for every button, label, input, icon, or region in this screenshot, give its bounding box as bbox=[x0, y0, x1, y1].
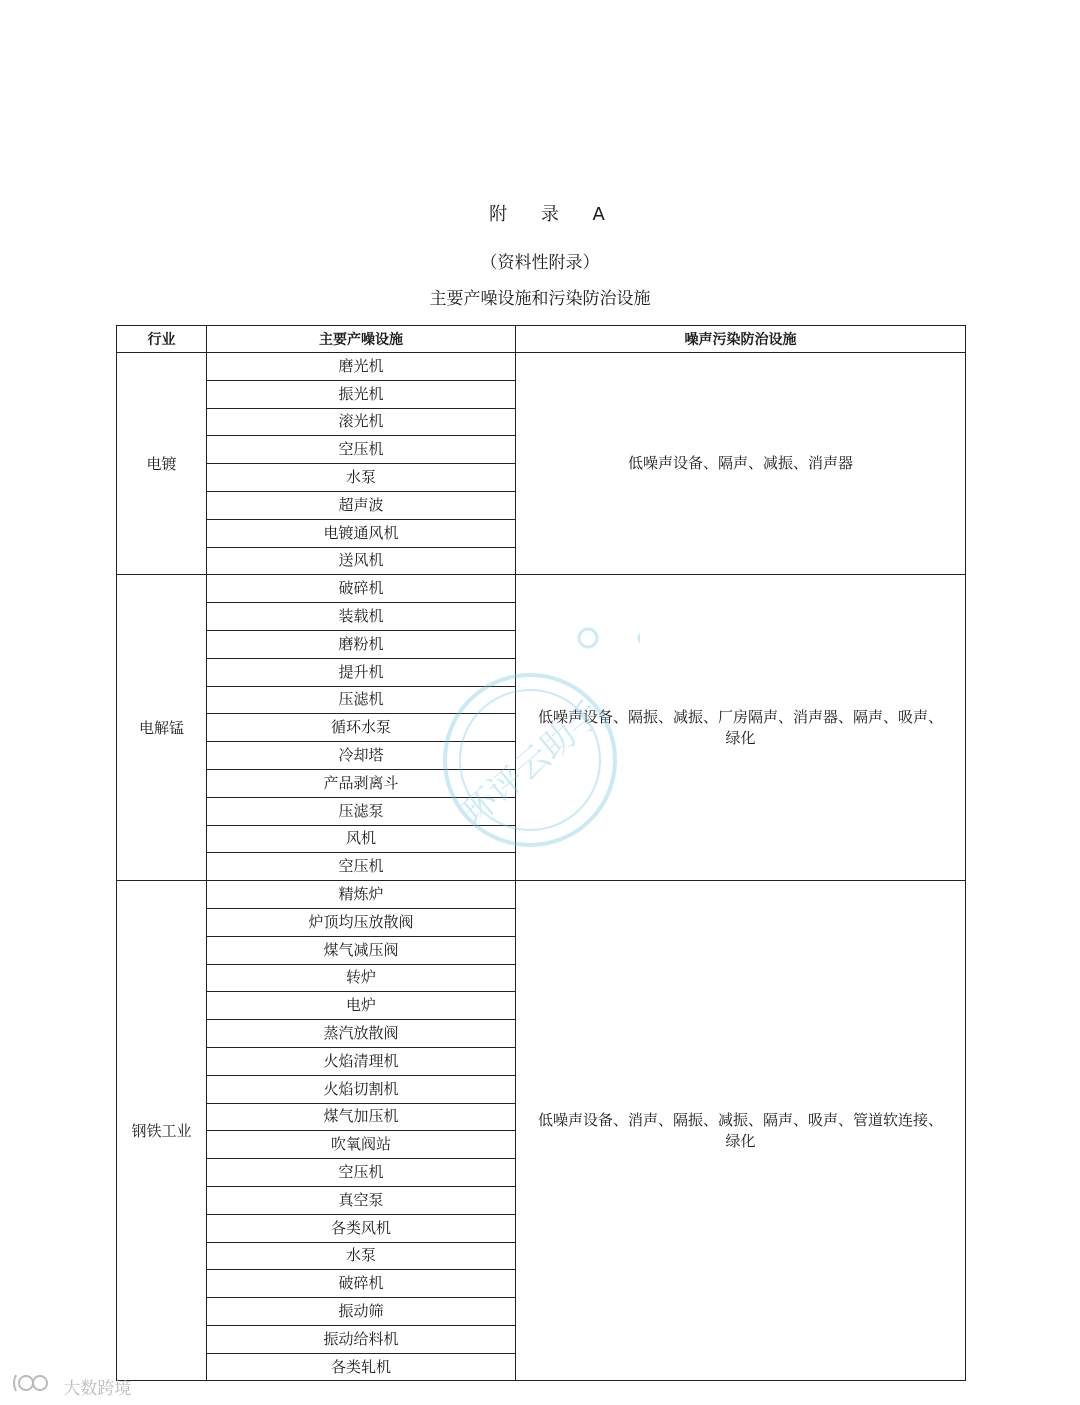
watermark-text: 环评云助手 bbox=[454, 693, 611, 834]
table-row bbox=[117, 353, 966, 381]
noise-source-cell: 送风机 bbox=[207, 547, 516, 575]
noise-source-cell: 电镀通风机 bbox=[207, 519, 516, 547]
noise-source-cell: 压滤泵 bbox=[207, 797, 516, 825]
noise-source-cell: 风机 bbox=[207, 825, 516, 853]
noise-source-cell: 振动筛 bbox=[207, 1298, 516, 1326]
noise-source-cell: 装载机 bbox=[207, 603, 516, 631]
industry-cell: 电解锰 bbox=[117, 575, 207, 881]
noise-facilities-table bbox=[116, 325, 966, 1381]
table-caption: 主要产噪设施和污染防治设施 bbox=[429, 289, 651, 309]
noise-source-cell: 各类风机 bbox=[207, 1214, 516, 1242]
noise-source-cell: 冷却塔 bbox=[207, 742, 516, 770]
table-row bbox=[117, 575, 966, 603]
footer-logo-text: 大数跨境 bbox=[63, 1379, 132, 1399]
table-body bbox=[117, 353, 966, 1381]
noise-source-cell: 破碎机 bbox=[207, 575, 516, 603]
noise-source-cell: 振动给料机 bbox=[207, 1325, 516, 1353]
header-noise-sources: 主要产噪设施 bbox=[207, 326, 516, 353]
control-measures-cell: 低噪声设备、隔声、减振、消声器 bbox=[516, 353, 966, 575]
noise-source-cell: 空压机 bbox=[207, 436, 516, 464]
noise-source-cell: 吹氧阀站 bbox=[207, 1131, 516, 1159]
noise-source-cell: 破碎机 bbox=[207, 1270, 516, 1298]
noise-source-cell: 精炼炉 bbox=[207, 881, 516, 909]
noise-source-cell: 滚光机 bbox=[207, 408, 516, 436]
noise-source-cell: 火焰清理机 bbox=[207, 1047, 516, 1075]
noise-source-cell: 循环水泵 bbox=[207, 714, 516, 742]
brand-logo-icon bbox=[10, 1372, 52, 1399]
table-header-row bbox=[117, 326, 966, 353]
noise-source-cell: 煤气加压机 bbox=[207, 1103, 516, 1131]
noise-source-cell: 电炉 bbox=[207, 992, 516, 1020]
noise-source-cell: 产品剥离斗 bbox=[207, 769, 516, 797]
control-measures-cell: 低噪声设备、隔振、减振、厂房隔声、消声器、隔声、吸声、绿化 bbox=[516, 575, 966, 881]
noise-source-cell: 炉顶均压放散阀 bbox=[207, 908, 516, 936]
noise-source-cell: 火焰切割机 bbox=[207, 1075, 516, 1103]
noise-source-cell: 超声波 bbox=[207, 491, 516, 519]
noise-source-cell: 提升机 bbox=[207, 658, 516, 686]
appendix-title: 附 录 A bbox=[489, 204, 619, 225]
noise-source-cell: 磨光机 bbox=[207, 353, 516, 381]
header-industry: 行业 bbox=[117, 326, 207, 353]
noise-source-cell: 各类轧机 bbox=[207, 1353, 516, 1381]
noise-source-cell: 水泵 bbox=[207, 464, 516, 492]
noise-source-cell: 水泵 bbox=[207, 1242, 516, 1270]
noise-source-cell: 振光机 bbox=[207, 380, 516, 408]
noise-source-cell: 真空泵 bbox=[207, 1186, 516, 1214]
footer-logo bbox=[10, 1372, 131, 1399]
industry-cell: 电镀 bbox=[117, 353, 207, 575]
noise-source-cell: 转炉 bbox=[207, 964, 516, 992]
noise-source-cell: 磨粉机 bbox=[207, 630, 516, 658]
header-control-measures: 噪声污染防治设施 bbox=[516, 326, 966, 353]
noise-source-cell: 空压机 bbox=[207, 1159, 516, 1187]
noise-source-cell: 压滤机 bbox=[207, 686, 516, 714]
noise-source-cell: 空压机 bbox=[207, 853, 516, 881]
control-measures-cell: 低噪声设备、消声、隔振、减振、隔声、吸声、管道软连接、绿化 bbox=[516, 881, 966, 1381]
noise-source-cell: 煤气减压阀 bbox=[207, 936, 516, 964]
industry-cell: 钢铁工业 bbox=[117, 881, 207, 1381]
noise-source-cell: 蒸汽放散阀 bbox=[207, 1020, 516, 1048]
table-row bbox=[117, 881, 966, 909]
appendix-subtitle: （资料性附录） bbox=[480, 253, 600, 273]
